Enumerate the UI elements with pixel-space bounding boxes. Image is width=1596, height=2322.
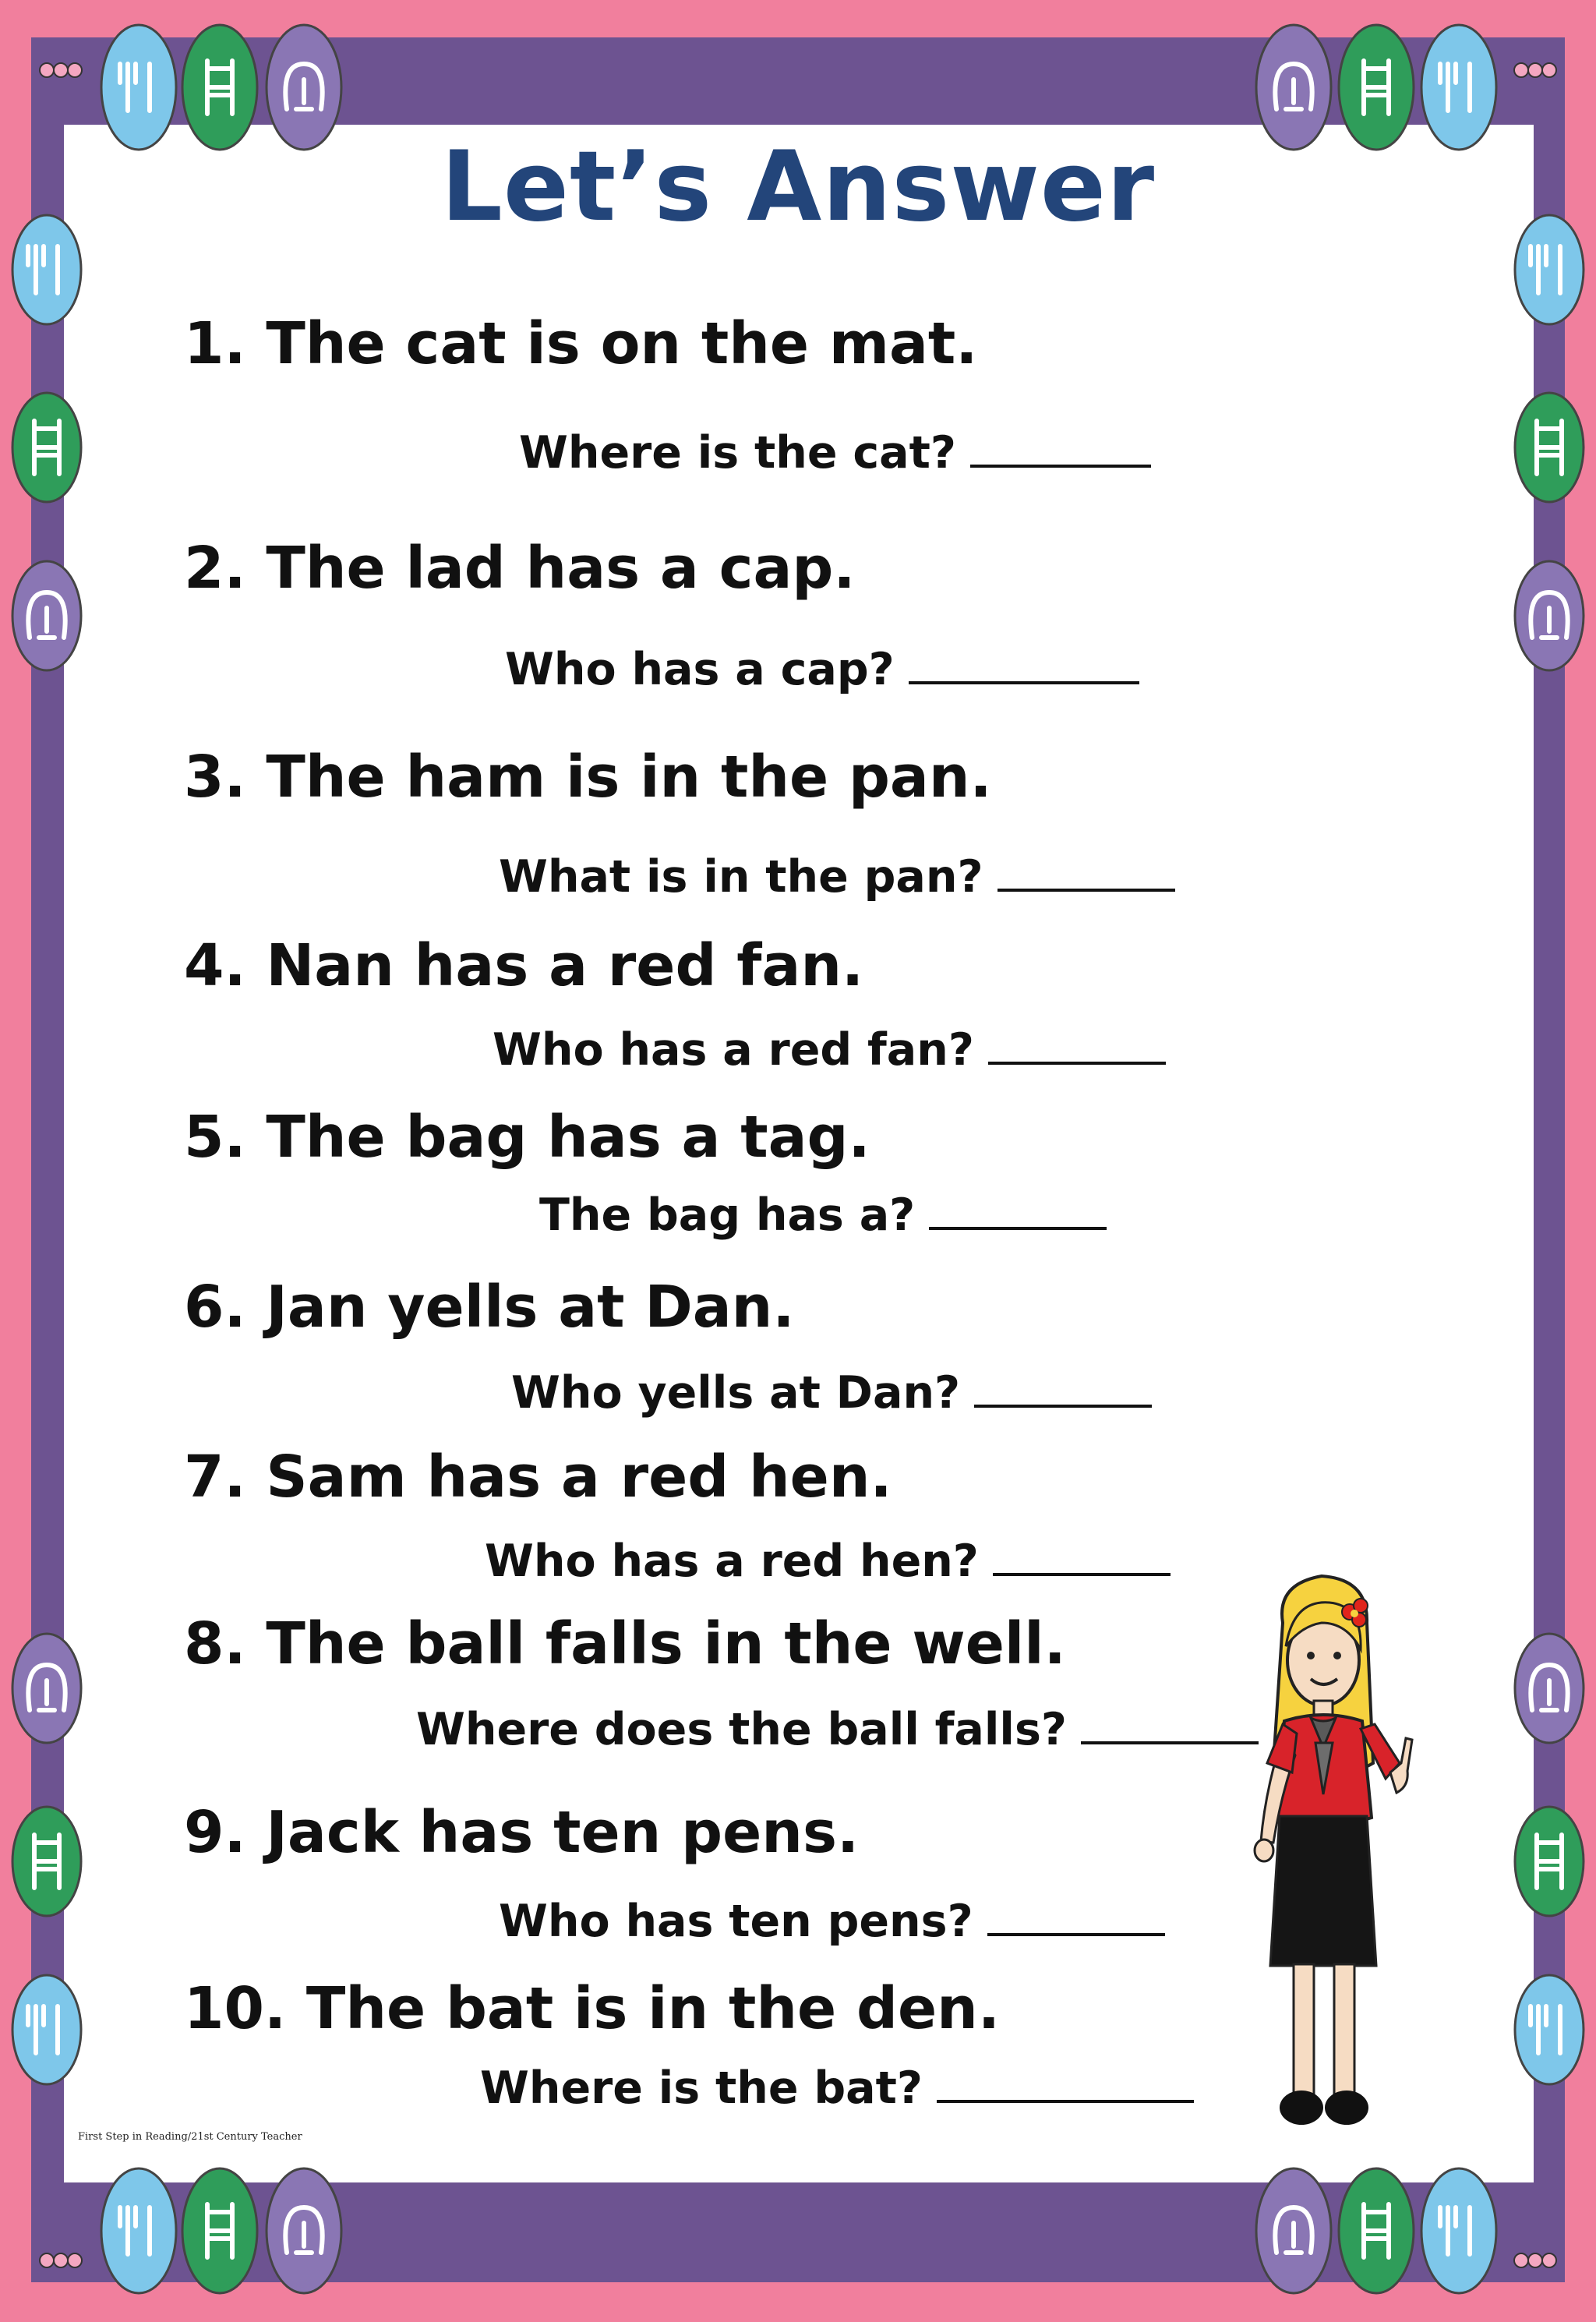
chair-icon xyxy=(1339,2168,1414,2293)
fork-spoon-icon xyxy=(1421,2168,1496,2293)
question-5 xyxy=(539,1189,1107,1241)
question-1 xyxy=(519,427,1151,479)
question-6 xyxy=(511,1367,1152,1419)
dots-chain-icon xyxy=(54,63,68,77)
chair-icon xyxy=(12,1807,81,1916)
omega-icon xyxy=(12,561,81,670)
question-8-text: Where does the ball falls? xyxy=(416,1704,1067,1755)
answer-blank-3[interactable] xyxy=(998,851,1175,892)
dots-chain-icon xyxy=(1528,63,1542,77)
answer-blank-7[interactable] xyxy=(993,1536,1171,1576)
answer-blank-9[interactable] xyxy=(987,1896,1165,1936)
dots-chain-icon xyxy=(54,2253,68,2267)
dots-chain-icon xyxy=(68,2253,82,2267)
fork-spoon-icon xyxy=(1515,1975,1584,2084)
question-6-text: Who yells at Dan? xyxy=(511,1367,961,1419)
fork-spoon-icon xyxy=(101,2168,176,2293)
chair-icon xyxy=(1515,393,1584,502)
statement-9: 9. Jack has ten pens. xyxy=(184,1799,860,1866)
question-4-text: Who has a red fan? xyxy=(493,1024,974,1076)
question-9 xyxy=(499,1896,1165,1947)
question-7 xyxy=(485,1536,1171,1587)
dots-chain-icon xyxy=(1528,2253,1542,2267)
footer-credit: First Step in Reading/21st Century Teacher xyxy=(78,2131,302,2143)
question-2-text: Who has a cap? xyxy=(505,644,895,695)
dots-chain-icon xyxy=(1542,63,1556,77)
question-2 xyxy=(505,644,1139,695)
page-title: Let’s Answer xyxy=(440,131,1156,243)
dots-chain-icon xyxy=(1542,2253,1556,2267)
question-3-text: What is in the pan? xyxy=(499,851,983,903)
omega-icon xyxy=(1515,1634,1584,1743)
question-10-text: Where is the bat? xyxy=(480,2062,923,2114)
teacher-illustration xyxy=(1230,1568,1417,2137)
question-3 xyxy=(499,851,1175,903)
statement-8: 8. The ball falls in the well. xyxy=(184,1610,1066,1677)
chair-icon xyxy=(12,393,81,502)
statement-3: 3. The ham is in the pan. xyxy=(184,744,992,811)
statement-1: 1. The cat is on the mat. xyxy=(184,310,978,377)
dots-chain-icon xyxy=(68,63,82,77)
omega-icon xyxy=(267,2168,341,2293)
statement-2: 2. The lad has a cap. xyxy=(184,535,856,602)
question-7-text: Who has a red hen? xyxy=(485,1536,979,1587)
answer-blank-2[interactable] xyxy=(909,644,1139,684)
statement-7: 7. Sam has a red hen. xyxy=(184,1444,892,1511)
omega-icon xyxy=(12,1634,81,1743)
question-1-text: Where is the cat? xyxy=(519,427,956,479)
dots-chain-icon xyxy=(40,2253,54,2267)
question-4 xyxy=(493,1024,1166,1076)
statement-6: 6. Jan yells at Dan. xyxy=(184,1274,795,1341)
answer-blank-1[interactable] xyxy=(970,427,1151,468)
question-9-text: Who has ten pens? xyxy=(499,1896,973,1947)
chair-icon xyxy=(1515,1807,1584,1916)
statement-4: 4. Nan has a red fan. xyxy=(184,932,864,999)
statement-10: 10. The bat is in the den. xyxy=(184,1975,1000,2042)
chair-icon xyxy=(182,2168,257,2293)
question-8 xyxy=(416,1704,1259,1755)
dots-chain-icon xyxy=(1514,2253,1528,2267)
answer-blank-4[interactable] xyxy=(988,1024,1166,1065)
question-5-text: The bag has a? xyxy=(539,1189,916,1241)
question-10 xyxy=(480,2062,1194,2114)
answer-blank-5[interactable] xyxy=(929,1189,1107,1230)
answer-blank-6[interactable] xyxy=(974,1367,1152,1408)
dots-chain-icon xyxy=(40,63,54,77)
fork-spoon-icon xyxy=(12,1975,81,2084)
omega-icon xyxy=(1256,2168,1331,2293)
omega-icon xyxy=(1515,561,1584,670)
answer-blank-10[interactable] xyxy=(937,2062,1194,2103)
statement-5: 5. The bag has a tag. xyxy=(184,1104,870,1171)
dots-chain-icon xyxy=(1514,63,1528,77)
